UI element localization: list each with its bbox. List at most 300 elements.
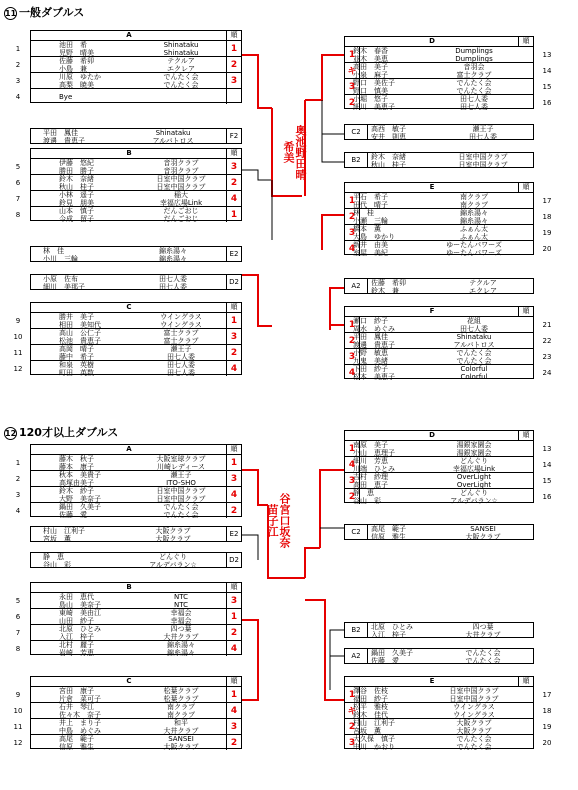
- rank-value: 2: [230, 347, 238, 358]
- group-label: A: [126, 445, 132, 453]
- player-name: 高田 美子: [353, 63, 388, 71]
- rank-header: 順: [518, 183, 533, 192]
- club-name: 富士クラブ: [456, 71, 492, 79]
- club-name: だんごおじ: [163, 215, 199, 223]
- event-title: 一般ダブルス: [19, 6, 85, 19]
- entry-number-label: 9: [15, 316, 21, 325]
- player-name: 川原 ゆたか: [59, 73, 101, 81]
- entry-number-label: 14: [542, 66, 552, 75]
- rank-value: 2: [230, 627, 238, 638]
- player-name: 大島 ゆかり: [353, 233, 395, 241]
- rank-value: 4: [348, 243, 356, 254]
- club-name: でんたく会: [456, 79, 492, 87]
- player-name: 下田 紗子: [353, 365, 388, 373]
- player-name: 静 恵: [43, 553, 64, 561]
- club-name: テクルア: [167, 57, 195, 65]
- player-name: 北原 ひとみ: [59, 625, 101, 633]
- group-label: B: [126, 149, 132, 157]
- player-name: 小野 敏恵: [353, 349, 388, 357]
- player-name: 高尾 範子: [371, 525, 406, 533]
- rank-value: 1: [230, 689, 238, 700]
- bracket-line: [242, 55, 272, 108]
- seed-tag-label: F2: [229, 132, 239, 140]
- group-label: B: [126, 583, 132, 591]
- group-label: D: [429, 431, 435, 439]
- player-name: 松池 貴恵子: [59, 337, 101, 345]
- entry-number-label: 5: [15, 596, 21, 605]
- rank-value: 1: [348, 689, 356, 700]
- player-name: 渡邊 貴恵子: [353, 341, 395, 349]
- player-name: 鈴木 兼: [371, 287, 399, 295]
- entry-number-label: 18: [542, 212, 552, 221]
- rank-value: 3: [230, 721, 238, 732]
- entry-number-label: 10: [13, 332, 23, 341]
- bracket-line: [242, 275, 272, 326]
- club-name: ふぁん太: [460, 225, 488, 233]
- player-name: 佐藤 希卯: [371, 279, 406, 287]
- player-name: 小林 遥子: [59, 191, 94, 199]
- player-name: 井上 まり子: [59, 719, 101, 727]
- club-name: でんたく会: [163, 511, 199, 519]
- rank-value: 3: [348, 351, 356, 362]
- player-name: 谷山 彩: [353, 497, 381, 505]
- player-name: 瀬口 紗子: [353, 317, 388, 325]
- club-name: 四つ葉: [170, 625, 192, 633]
- player-name: 細川 芳恵: [353, 457, 388, 465]
- club-name: ゆーたんパワーズ: [446, 241, 502, 249]
- entry-number-label: 11: [13, 348, 23, 357]
- rank-header: 順: [226, 583, 241, 592]
- club-name: 幸福広場Link: [159, 199, 203, 207]
- club-name: Dumplings: [455, 55, 493, 63]
- rank-value: 2: [230, 59, 238, 70]
- club-name: 錦糸湯々: [159, 255, 187, 263]
- player-name: 伊藤 悠紀: [59, 159, 94, 167]
- club-name: でんたく会: [456, 357, 492, 365]
- club-name: ITO-SHO: [166, 479, 196, 487]
- club-name: でんたく会: [456, 735, 492, 743]
- player-name: 細川 美那子: [43, 283, 85, 291]
- entry-number-label: 12: [13, 364, 23, 373]
- club-name: 田七人委: [460, 103, 488, 111]
- rank-value: 1: [230, 457, 238, 468]
- player-name: 岩崎 芳恵: [59, 649, 94, 657]
- seed-tag-label: D2: [229, 556, 239, 564]
- rank-header: 順: [518, 677, 533, 686]
- player-name: 渡邊 貴恵子: [43, 137, 85, 145]
- club-name: 錦糸湯々: [167, 649, 195, 657]
- entry-number-label: 11: [13, 722, 23, 731]
- rank-value: 4: [230, 705, 238, 716]
- player-name: 小山 恵理子: [353, 449, 395, 457]
- entry-number-label: 2: [15, 60, 21, 69]
- rank-value: 4: [348, 459, 356, 470]
- club-name: エクレア: [167, 65, 195, 73]
- entry-number-label: 18: [542, 706, 552, 715]
- club-name: でんたく会: [456, 349, 492, 357]
- rank-value: 1: [348, 195, 356, 206]
- club-name: 大井クラブ: [163, 633, 199, 641]
- club-name: でんたく会: [456, 743, 492, 751]
- bracket-line: [242, 535, 258, 560]
- player-name: 片倉 菜可子: [59, 695, 101, 703]
- rank-value: 2: [230, 737, 238, 748]
- club-name: 田七人委: [167, 361, 195, 369]
- entry-number-label: 13: [542, 444, 552, 453]
- club-name: NTC: [174, 601, 188, 609]
- bracket-line: [320, 470, 344, 548]
- player-name: 平田 鳳佳: [353, 333, 388, 341]
- club-name: 四つ葉: [472, 623, 494, 631]
- player-name: 山本 慎子: [59, 207, 94, 215]
- player-name: 秋山 桂子: [371, 161, 406, 169]
- player-name: 鈴木 奈緒: [371, 153, 406, 161]
- club-name: アルバトロス: [453, 341, 495, 349]
- rank-value: 1: [230, 611, 238, 622]
- club-name: 日室中国クラブ: [458, 153, 508, 161]
- rank-value: 3: [348, 227, 356, 238]
- player-name: 高塚由美子: [59, 479, 94, 487]
- entry-number-label: 1: [15, 44, 21, 53]
- club-name: OverLight: [456, 481, 492, 489]
- rank-value: キ: [347, 707, 357, 717]
- player-name: 中川 かおり: [353, 743, 395, 751]
- player-name: 平田 鳳佳: [43, 129, 78, 137]
- group-label: C: [126, 677, 132, 685]
- entry-number-label: 4: [15, 92, 21, 101]
- club-name: 大阪クラブ: [155, 535, 191, 543]
- group-label: E: [429, 677, 435, 685]
- rank-header: 順: [518, 431, 533, 440]
- club-name: 音羽会: [463, 63, 485, 71]
- rank-header: 順: [226, 445, 241, 454]
- player-name: 北原 ひとみ: [371, 623, 413, 631]
- player-name: 松平 雅枝: [353, 703, 388, 711]
- club-name: どんぐり: [460, 489, 488, 497]
- player-name: 信原 雅生: [371, 533, 406, 541]
- club-name: ウイングラス: [453, 711, 495, 719]
- club-name: 錦糸湯々: [460, 217, 488, 225]
- rank-value: 2: [230, 505, 238, 516]
- player-name: 高岡 晴子: [59, 345, 94, 353]
- club-name: 南クラブ: [167, 703, 195, 711]
- player-name: 林 佳: [43, 247, 64, 255]
- club-name: 花組: [467, 317, 481, 325]
- rank-value: 3: [348, 81, 356, 92]
- rank-header: 順: [518, 37, 533, 46]
- rank-value: 3: [230, 595, 238, 606]
- player-name: 高西 敏子: [371, 125, 406, 133]
- club-name: でんたく会: [163, 503, 199, 511]
- club-name: 錦糸湯々: [159, 247, 187, 255]
- club-name: 大阪クラブ: [456, 719, 492, 727]
- rank-header: 順: [518, 307, 533, 316]
- bracket-line: [330, 630, 344, 690]
- club-name: 田七人委: [460, 95, 488, 103]
- player-name: 小泉 麻子: [353, 71, 388, 79]
- rank-header: 順: [226, 31, 241, 40]
- group-label: E: [429, 183, 435, 191]
- club-name: 田七人委: [167, 369, 195, 377]
- bracket-line: [305, 600, 344, 700]
- player-name: 永田 恵代: [59, 593, 94, 601]
- club-name: Shinataku: [155, 129, 191, 137]
- bracket-line: [305, 55, 344, 100]
- entry-number-label: 19: [542, 228, 552, 237]
- player-name: 宮坂 薫: [43, 535, 71, 543]
- player-name: 吉村 紗理: [353, 473, 388, 481]
- rank-value: 2: [348, 97, 356, 108]
- club-name: 湯銀家園会: [456, 441, 492, 449]
- club-name: 日室中国クラブ: [156, 495, 206, 503]
- entry-number-label: 23: [542, 352, 552, 361]
- player-name: 島山 美奈子: [59, 601, 101, 609]
- club-name: 大井クラブ: [163, 727, 199, 735]
- player-name: 大野 美奈子: [59, 495, 101, 503]
- club-name: アルデバラン☆: [450, 497, 498, 505]
- player-name: 橋本 薫: [353, 225, 381, 233]
- entry-number-label: 15: [542, 82, 552, 91]
- player-name: 鍋田 久美子: [371, 649, 413, 657]
- seed-tag-label: E2: [229, 250, 239, 258]
- rank-value: 3: [348, 475, 356, 486]
- entry-number-label: 8: [15, 210, 21, 219]
- rank-header: 順: [226, 677, 241, 686]
- club-name: Shinataku: [163, 41, 199, 49]
- player-name: 児野 晴美: [59, 49, 94, 57]
- entry-number-label: 15: [542, 476, 552, 485]
- club-name: 田七人委: [159, 275, 187, 283]
- player-name: 宮田 康子: [59, 687, 94, 695]
- player-name: 澤谷 佐枝: [353, 687, 388, 695]
- seed-tag-label: A2: [351, 652, 361, 660]
- rank-value: 2: [348, 211, 356, 222]
- entry-number-label: 14: [542, 460, 552, 469]
- player-name: 小堀 悠子: [353, 95, 388, 103]
- bracket-line: [242, 470, 268, 505]
- club-name: 日室中国クラブ: [458, 161, 508, 169]
- seed-tag-label: D2: [229, 278, 239, 286]
- rank-value: 4: [230, 193, 238, 204]
- champion-name: 奥池野田晴希美: [282, 124, 307, 180]
- entry-number-label: 24: [542, 368, 552, 377]
- player-name: 佐藤 希卯: [59, 57, 94, 65]
- rank-value: 3: [230, 75, 238, 86]
- event-number: 11: [5, 9, 17, 18]
- club-name: 幸福広場Link: [452, 465, 496, 473]
- club-name: Shinataku: [163, 49, 199, 57]
- entry-number-label: 20: [542, 738, 552, 747]
- club-name: どんぐり: [159, 553, 187, 561]
- player-name: Bye: [59, 92, 73, 101]
- entry-number-label: 12: [13, 738, 23, 747]
- player-name: 北村 麗子: [59, 641, 94, 649]
- player-name: 佐藤 愛: [371, 657, 399, 665]
- seed-tag-label: A2: [351, 282, 361, 290]
- player-name: 鈴木 春香: [353, 47, 388, 55]
- seed-tag-label: B2: [351, 156, 361, 164]
- player-name: 藤中 希子: [59, 353, 94, 361]
- entry-number-label: 1: [15, 458, 21, 467]
- player-name: 信原 雅生: [59, 743, 94, 751]
- club-name: 日室中国クラブ: [156, 487, 206, 495]
- player-name: 宮坂 薫: [353, 727, 381, 735]
- player-name: 勝井 美子: [59, 313, 94, 321]
- group-label: A: [126, 31, 132, 39]
- club-name: 錦糸湯々: [167, 641, 195, 649]
- club-name: アルデバラン☆: [149, 561, 197, 569]
- club-name: でんたく会: [456, 87, 492, 95]
- entry-number-label: 22: [542, 336, 552, 345]
- player-name: 田代 晴子: [353, 201, 388, 209]
- club-name: ゆーたんパワーズ: [446, 249, 502, 257]
- player-name: 池田 希: [59, 41, 87, 49]
- club-name: 音羽クラブ: [163, 159, 199, 167]
- player-name: 村山 江利子: [43, 527, 85, 535]
- entry-number-label: 4: [15, 506, 21, 515]
- club-name: 大阪クラブ: [155, 527, 191, 535]
- player-name: 中島 めぐみ: [59, 727, 101, 735]
- club-name: だんごおじ: [163, 207, 199, 215]
- club-name: でんたく会: [465, 649, 501, 657]
- player-name: 高田 恵子: [353, 481, 388, 489]
- rank-value: 1: [230, 43, 238, 54]
- seed-tag-label: C2: [351, 128, 361, 136]
- event-title: 120才以上ダブルス: [19, 426, 119, 439]
- club-name: エクレア: [469, 287, 497, 295]
- rank-value: 4: [230, 363, 238, 374]
- group-label: C: [126, 303, 132, 311]
- entry-number-label: 6: [15, 178, 21, 187]
- club-name: ウイングラス: [160, 313, 202, 321]
- club-name: ウイングラス: [160, 321, 202, 329]
- rank-value: キ: [347, 67, 357, 77]
- player-name: 高山 公仁子: [59, 329, 101, 337]
- rank-value: 2: [348, 721, 356, 732]
- club-name: 田七人委: [167, 353, 195, 361]
- player-name: 平石 希子: [353, 193, 388, 201]
- player-name: 九鬼 美緒: [353, 357, 388, 365]
- club-name: 松葉クラブ: [163, 687, 199, 695]
- club-name: 稲大: [174, 191, 188, 199]
- player-name: 村山 江利子: [353, 719, 395, 727]
- club-name: 田七人委: [469, 133, 497, 141]
- player-name: 鈴木 佳代: [353, 711, 388, 719]
- player-name: 藤本 康子: [59, 463, 94, 471]
- club-name: ウイングラス: [453, 703, 495, 711]
- club-name: 大阪クラブ: [465, 533, 501, 541]
- player-name: 入江 梓子: [59, 633, 94, 641]
- player-name: 山田 紗子: [59, 617, 94, 625]
- entry-number-label: 7: [15, 194, 21, 203]
- club-name: 瀬王子: [170, 345, 192, 353]
- entry-number-label: 17: [542, 196, 552, 205]
- entry-number-label: 19: [542, 722, 552, 731]
- club-name: でんたく会: [163, 81, 199, 89]
- player-name: 佐藤 愛: [59, 511, 87, 519]
- player-name: 室屋 美紀: [353, 249, 388, 257]
- seed-tag-label: B2: [351, 626, 361, 634]
- rank-value: 4: [230, 643, 238, 654]
- club-name: Colorful: [460, 365, 488, 373]
- club-name: 瀬王子: [170, 471, 192, 479]
- player-name: 町田 英数: [59, 369, 94, 377]
- seed-tag-label: C2: [351, 528, 361, 536]
- player-name: 野口 美佐子: [353, 79, 395, 87]
- player-name: 川端 ひとみ: [353, 465, 395, 473]
- player-name: 周水 めぐみ: [353, 325, 395, 333]
- player-name: 安井 則恵: [371, 133, 406, 141]
- entry-number-label: 3: [15, 76, 21, 85]
- club-name: でんたく会: [163, 73, 199, 81]
- entry-number-label: 6: [15, 612, 21, 621]
- rank-value: 1: [348, 319, 356, 330]
- rank-value: 2: [348, 491, 356, 502]
- player-name: 細川 美恵子: [353, 103, 395, 111]
- club-name: アルバトロス: [152, 137, 194, 145]
- player-name: 入江 梓子: [371, 631, 406, 639]
- champion-name: 谷宮口坂奈苗子江: [266, 492, 291, 548]
- rank-value: 4: [348, 367, 356, 378]
- rank-value: 4: [230, 489, 238, 500]
- club-name: 松葉クラブ: [163, 695, 199, 703]
- club-name: 日室中国クラブ: [449, 695, 499, 703]
- player-name: 野口 慎美: [353, 87, 388, 95]
- bracket-line: [242, 170, 272, 180]
- club-name: 日室中国クラブ: [156, 175, 206, 183]
- club-name: ふぁん太: [460, 233, 488, 241]
- player-name: 佐々木 奈子: [59, 711, 101, 719]
- club-name: 湯銀家園会: [456, 449, 492, 457]
- entry-number-label: 16: [542, 98, 552, 107]
- player-name: 高尾 範子: [59, 735, 94, 743]
- club-name: 大井クラブ: [465, 631, 501, 639]
- club-name: 音羽クラブ: [163, 167, 199, 175]
- rank-value: 3: [230, 473, 238, 484]
- club-name: でんたく会: [465, 657, 501, 665]
- club-name: OverLight: [456, 473, 492, 481]
- entry-number-label: 16: [542, 492, 552, 501]
- club-name: 富士クラブ: [163, 337, 199, 345]
- club-name: SANSEI: [168, 735, 194, 743]
- entry-number-label: 10: [13, 706, 23, 715]
- club-name: 瀬王子: [472, 125, 494, 133]
- player-name: 南原 美子: [353, 441, 388, 449]
- player-name: 小原 佐布: [43, 275, 78, 283]
- entry-number-label: 21: [542, 320, 552, 329]
- rank-value: 1: [230, 209, 238, 220]
- entry-number-label: 7: [15, 628, 21, 637]
- entry-number-label: 5: [15, 162, 21, 171]
- club-name: 田七人委: [159, 283, 187, 291]
- rank-value: 2: [348, 335, 356, 346]
- player-name: 勝田 勝子: [59, 167, 94, 175]
- player-name: 小瀬 三輪: [353, 217, 388, 225]
- club-name: 南クラブ: [460, 193, 488, 201]
- player-name: 和泉 英樹: [59, 361, 94, 369]
- player-name: 並木 美恵: [353, 55, 388, 63]
- player-name: 高梨 暁美: [59, 81, 94, 89]
- club-name: 錦糸湯々: [460, 209, 488, 217]
- bracket-line: [330, 288, 344, 330]
- rank-value: 2: [230, 177, 238, 188]
- club-name: 幸福会: [170, 617, 192, 625]
- group-label: F: [429, 307, 435, 315]
- club-name: 和平: [174, 719, 188, 727]
- player-name: 静 恵: [353, 489, 374, 497]
- club-name: Colorful: [460, 373, 488, 381]
- club-name: NTC: [174, 593, 188, 601]
